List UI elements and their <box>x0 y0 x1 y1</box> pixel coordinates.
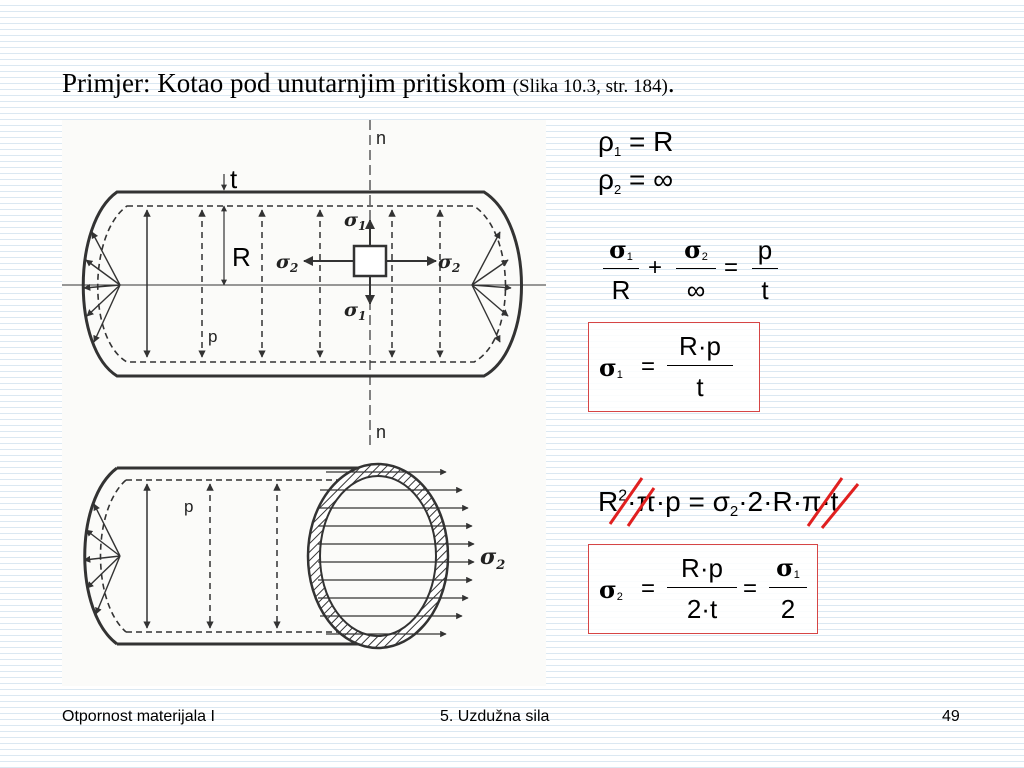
label-n-top: n <box>376 128 387 148</box>
label-sigma2-left: $\sigma_2$ <box>276 251 299 275</box>
label-sigma1-top: $\sigma_1$ <box>344 209 367 233</box>
footer-page-number: 49 <box>942 708 960 725</box>
boiler-figure <box>62 120 546 686</box>
footer-chapter: 5. Uzdužna sila <box>440 708 550 725</box>
eq-rho2: ρ2 = ∞ <box>598 164 674 197</box>
slide-title <box>62 68 675 99</box>
label-sigma1-bottom: $\sigma_1$ <box>344 299 367 323</box>
footer-course: Otpornost materijala I <box>62 708 215 725</box>
label-n-bottom: n <box>376 422 387 442</box>
eq-force-balance: $R^2\cdot\pi\cdot p = \sigma 2\cdot 2\cdot R\cdot\pi\cdot t$ <box>598 486 839 520</box>
eq-sigma2-box: σ2 = $\frac{R\cdot p}{2\cdot t}$ = $\frac{\sigma 1}{2}$ <box>588 544 818 634</box>
title-period: . <box>667 68 675 98</box>
label-t: t <box>230 164 238 194</box>
label-sigma2-cut: $\sigma_2$ <box>480 544 506 573</box>
label-p-top: p <box>208 327 218 346</box>
eq-sigma1-box: σ1 = $\frac{R\cdot p}{t}$ <box>588 322 760 412</box>
label-p-bottom: p <box>184 497 194 516</box>
title-main: Primjer: Kotao pod unutarnjim pritiskom <box>62 68 513 98</box>
label-R: R <box>232 242 251 272</box>
title-reference: (Slika 10.3, str. 184) <box>512 76 668 97</box>
label-sigma2-right: $\sigma_2$ <box>438 251 461 275</box>
eq-rho1: ρ1 = R <box>598 126 674 159</box>
cancellation-marks <box>596 474 876 534</box>
